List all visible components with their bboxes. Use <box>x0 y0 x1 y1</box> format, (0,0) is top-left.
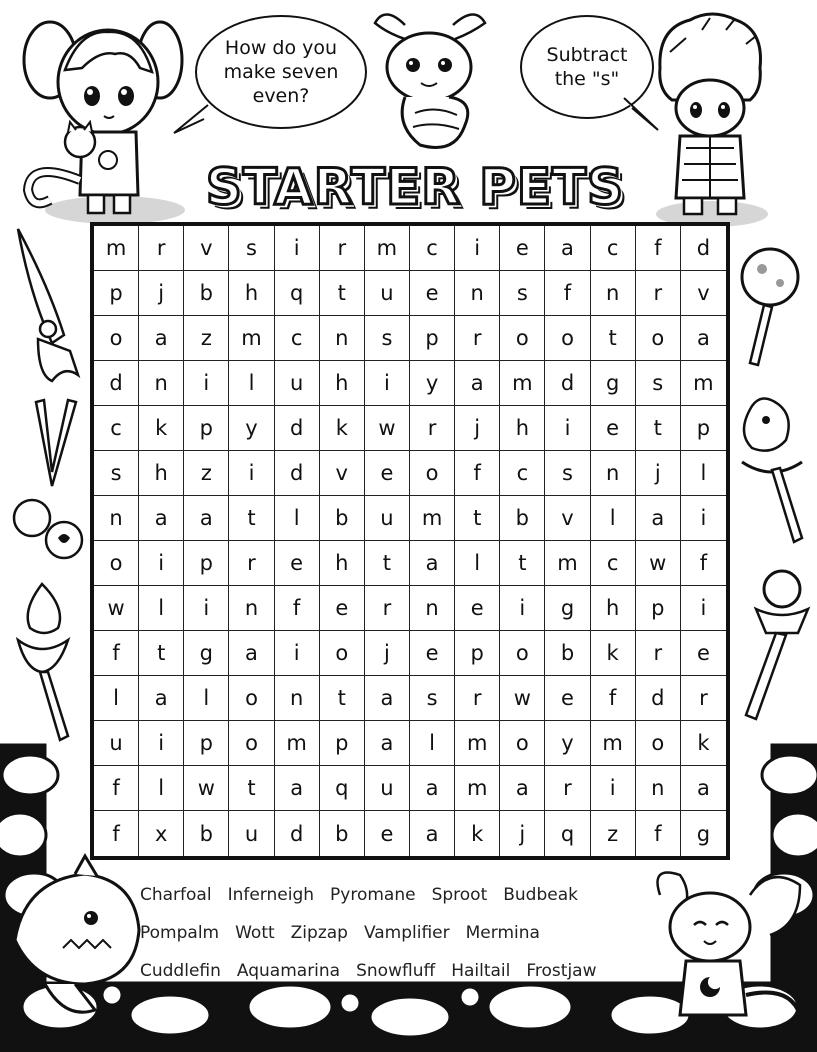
grid-cell-r1-c14[interactable]: d <box>681 226 726 271</box>
grid-cell-r8-c13[interactable]: w <box>636 541 681 586</box>
grid-cell-r1-c12[interactable]: c <box>591 226 636 271</box>
grid-cell-r7-c3[interactable]: a <box>184 496 229 541</box>
grid-cell-r12-c2[interactable]: i <box>139 721 184 766</box>
word-bank-item-budbeak: Budbeak <box>503 885 578 905</box>
grid-cell-r13-c4[interactable]: t <box>229 766 274 811</box>
grid-cell-r7-c14[interactable]: i <box>681 496 726 541</box>
grid-cell-r14-c13[interactable]: f <box>636 811 681 856</box>
grid-cell-r11-c2[interactable]: a <box>139 676 184 721</box>
grid-cell-r12-c11[interactable]: y <box>545 721 590 766</box>
grid-cell-r2-c10[interactable]: s <box>500 271 545 316</box>
grid-cell-r6-c8[interactable]: o <box>410 451 455 496</box>
grid-cell-r7-c5[interactable]: l <box>275 496 320 541</box>
grid-cell-r1-c8[interactable]: c <box>410 226 455 271</box>
grid-cell-r2-c8[interactable]: e <box>410 271 455 316</box>
grid-cell-r4-c4[interactable]: l <box>229 361 274 406</box>
grid-cell-r4-c1[interactable]: d <box>94 361 139 406</box>
grid-cell-r9-c12[interactable]: h <box>591 586 636 631</box>
grid-cell-r1-c4[interactable]: s <box>229 226 274 271</box>
grid-cell-r5-c6[interactable]: k <box>320 406 365 451</box>
dragon-creature-illustration <box>365 5 495 155</box>
grid-cell-r3-c9[interactable]: r <box>455 316 500 361</box>
page-title <box>190 152 640 222</box>
grid-cell-r9-c9[interactable]: e <box>455 586 500 631</box>
grid-cell-r9-c6[interactable]: e <box>320 586 365 631</box>
grid-cell-r5-c1[interactable]: c <box>94 406 139 451</box>
grid-cell-r12-c6[interactable]: p <box>320 721 365 766</box>
grid-cell-r10-c13[interactable]: r <box>636 631 681 676</box>
grid-cell-r12-c13[interactable]: o <box>636 721 681 766</box>
grid-cell-r11-c4[interactable]: o <box>229 676 274 721</box>
grid-cell-r8-c9[interactable]: l <box>455 541 500 586</box>
grid-cell-r4-c3[interactable]: i <box>184 361 229 406</box>
grid-cell-r9-c1[interactable]: w <box>94 586 139 631</box>
grid-cell-r10-c10[interactable]: o <box>500 631 545 676</box>
grid-cell-r14-c10[interactable]: j <box>500 811 545 856</box>
word-bank-item-wott: Wott <box>235 923 275 943</box>
grid-cell-r1-c2[interactable]: r <box>139 226 184 271</box>
grid-cell-r9-c11[interactable]: g <box>545 586 590 631</box>
grid-cell-r12-c1[interactable]: u <box>94 721 139 766</box>
grid-cell-r11-c5[interactable]: n <box>275 676 320 721</box>
grid-cell-r8-c4[interactable]: r <box>229 541 274 586</box>
grid-cell-r9-c4[interactable]: n <box>229 586 274 631</box>
grid-cell-r1-c7[interactable]: m <box>365 226 410 271</box>
joke-question-bubble <box>195 15 367 129</box>
grid-cell-r6-c3[interactable]: z <box>184 451 229 496</box>
grid-cell-r7-c1[interactable]: n <box>94 496 139 541</box>
grid-cell-r6-c5[interactable]: d <box>275 451 320 496</box>
grid-cell-r12-c12[interactable]: m <box>591 721 636 766</box>
grid-cell-r6-c4[interactable]: i <box>229 451 274 496</box>
grid-cell-r9-c10[interactable]: i <box>500 586 545 631</box>
grid-cell-r3-c6[interactable]: n <box>320 316 365 361</box>
moon-dragon-character-illustration <box>650 865 810 1035</box>
grid-cell-r7-c12[interactable]: l <box>591 496 636 541</box>
grid-cell-r11-c8[interactable]: s <box>410 676 455 721</box>
grid-cell-r3-c14[interactable]: a <box>681 316 726 361</box>
grid-cell-r13-c10[interactable]: a <box>500 766 545 811</box>
grid-cell-r13-c3[interactable]: w <box>184 766 229 811</box>
word-bank-item-charfoal: Charfoal <box>140 885 212 905</box>
grid-cell-r4-c2[interactable]: n <box>139 361 184 406</box>
moon-staff-icon <box>730 245 810 370</box>
parrot-staff-icon <box>722 392 817 552</box>
grid-cell-r6-c2[interactable]: h <box>139 451 184 496</box>
grid-cell-r14-c9[interactable]: k <box>455 811 500 856</box>
grid-cell-r9-c2[interactable]: l <box>139 586 184 631</box>
word-bank-item-mermina: Mermina <box>465 923 540 943</box>
grid-cell-r8-c1[interactable]: o <box>94 541 139 586</box>
girl-character-illustration <box>20 10 180 225</box>
knight-character-illustration <box>650 8 770 228</box>
grid-cell-r13-c7[interactable]: u <box>365 766 410 811</box>
grid-cell-r4-c13[interactable]: s <box>636 361 681 406</box>
grid-cell-r5-c10[interactable]: h <box>500 406 545 451</box>
grid-cell-r11-c7[interactable]: a <box>365 676 410 721</box>
grid-cell-r9-c14[interactable]: i <box>681 586 726 631</box>
grid-cell-r7-c8[interactable]: m <box>410 496 455 541</box>
grid-cell-r7-c7[interactable]: u <box>365 496 410 541</box>
grid-cell-r4-c8[interactable]: y <box>410 361 455 406</box>
grid-cell-r1-c11[interactable]: a <box>545 226 590 271</box>
grid-cell-r6-c11[interactable]: s <box>545 451 590 496</box>
grid-cell-r13-c12[interactable]: i <box>591 766 636 811</box>
grid-cell-r5-c11[interactable]: i <box>545 406 590 451</box>
word-bank-item-pompalm: Pompalm <box>140 923 220 943</box>
word-bank-item-zipzap: Zipzap <box>290 923 348 943</box>
grid-cell-r4-c14[interactable]: m <box>681 361 726 406</box>
grid-cell-r7-c4[interactable]: t <box>229 496 274 541</box>
grid-cell-r14-c12[interactable]: z <box>591 811 636 856</box>
grid-cell-r2-c12[interactable]: n <box>591 271 636 316</box>
word-bank-item-snowfluff: Snowfluff <box>356 961 436 981</box>
grid-cell-r8-c2[interactable]: i <box>139 541 184 586</box>
grid-cell-r10-c7[interactable]: j <box>365 631 410 676</box>
grid-cell-r3-c11[interactable]: o <box>545 316 590 361</box>
torch-staff-icon <box>8 580 78 750</box>
grid-cell-r2-c11[interactable]: f <box>545 271 590 316</box>
grid-cell-r10-c4[interactable]: a <box>229 631 274 676</box>
grid-cell-r11-c6[interactable]: t <box>320 676 365 721</box>
grid-cell-r12-c8[interactable]: l <box>410 721 455 766</box>
grid-cell-r11-c1[interactable]: l <box>94 676 139 721</box>
grid-cell-r6-c1[interactable]: s <box>94 451 139 496</box>
grid-cell-r4-c7[interactable]: i <box>365 361 410 406</box>
grid-cell-r4-c6[interactable]: h <box>320 361 365 406</box>
grid-cell-r7-c6[interactable]: b <box>320 496 365 541</box>
grid-cell-r6-c7[interactable]: e <box>365 451 410 496</box>
grid-cell-r1-c3[interactable]: v <box>184 226 229 271</box>
grid-cell-r1-c1[interactable]: m <box>94 226 139 271</box>
grid-cell-r8-c11[interactable]: m <box>545 541 590 586</box>
grid-cell-r7-c9[interactable]: t <box>455 496 500 541</box>
grid-cell-r12-c10[interactable]: o <box>500 721 545 766</box>
grid-cell-r11-c3[interactable]: l <box>184 676 229 721</box>
grid-cell-r13-c9[interactable]: m <box>455 766 500 811</box>
grid-cell-r8-c8[interactable]: a <box>410 541 455 586</box>
word-bank-row <box>140 876 665 914</box>
grid-cell-r7-c13[interactable]: a <box>636 496 681 541</box>
grid-cell-r5-c14[interactable]: p <box>681 406 726 451</box>
grid-cell-r8-c10[interactable]: t <box>500 541 545 586</box>
grid-cell-r2-c14[interactable]: v <box>681 271 726 316</box>
grid-cell-r14-c7[interactable]: e <box>365 811 410 856</box>
grid-cell-r10-c11[interactable]: b <box>545 631 590 676</box>
grid-cell-r12-c3[interactable]: p <box>184 721 229 766</box>
grid-cell-r14-c3[interactable]: b <box>184 811 229 856</box>
grid-cell-r13-c1[interactable]: f <box>94 766 139 811</box>
grid-cell-r9-c5[interactable]: f <box>275 586 320 631</box>
word-bank-item-cuddlefin: Cuddlefin <box>140 961 221 981</box>
grid-cell-r4-c12[interactable]: g <box>591 361 636 406</box>
grid-cell-r6-c10[interactable]: c <box>500 451 545 496</box>
grid-cell-r14-c14[interactable]: g <box>696 821 711 846</box>
grid-cell-r11-c13[interactable]: d <box>636 676 681 721</box>
grid-cell-r13-c8[interactable]: a <box>410 766 455 811</box>
grid-cell-r14-c5[interactable]: d <box>275 811 320 856</box>
grid-cell-r1-c6[interactable]: r <box>320 226 365 271</box>
grid-cell-r4-c5[interactable]: u <box>275 361 320 406</box>
grid-cell-r10-c12[interactable]: k <box>591 631 636 676</box>
orb-staff-icon <box>728 565 813 735</box>
grid-cell-r5-c8[interactable]: r <box>410 406 455 451</box>
grid-cell-r5-c13[interactable]: t <box>636 406 681 451</box>
grid-cell-r9-c13[interactable]: p <box>636 586 681 631</box>
grid-cell-r1-c9[interactable]: i <box>455 226 500 271</box>
grid-cell-r6-c9[interactable]: f <box>455 451 500 496</box>
word-bank-item-vamplifier: Vamplifier <box>363 923 450 943</box>
grid-cell-r13-c11[interactable]: r <box>545 766 590 811</box>
scissors-icon <box>6 398 96 568</box>
grid-cell-r10-c3[interactable]: g <box>184 631 229 676</box>
word-bank-item-inferneigh: Inferneigh <box>227 885 315 905</box>
grid-cell-r10-c9[interactable]: p <box>455 631 500 676</box>
grid-cell-r5-c7[interactable]: w <box>365 406 410 451</box>
grid-cell-r4-c10[interactable]: m <box>500 361 545 406</box>
grid-cell-r2-c13[interactable]: r <box>636 271 681 316</box>
grid-cell-r8-c3[interactable]: p <box>184 541 229 586</box>
grid-cell-r10-c8[interactable]: e <box>410 631 455 676</box>
grid-cell-r8-c14[interactable]: f <box>681 541 726 586</box>
page-title-text: STARTER PETS <box>205 158 625 216</box>
word-bank <box>140 876 665 990</box>
grid-cell-r14-c11[interactable]: q <box>545 811 590 856</box>
grid-cell-r7-c10[interactable]: b <box>500 496 545 541</box>
grid-cell-r2-c1[interactable]: p <box>94 271 139 316</box>
grid-cell-r4-c11[interactable]: d <box>545 361 590 406</box>
grid-cell-r11-c14[interactable]: r <box>681 676 726 721</box>
grid-cell-r2-c9[interactable]: n <box>455 271 500 316</box>
grid-cell-r14-c6[interactable]: b <box>320 811 365 856</box>
grid-cell-r8-c12[interactable]: c <box>591 541 636 586</box>
grid-cell-r12-c14[interactable]: k <box>681 721 726 766</box>
joke-question-text: How do you make seven even? <box>223 37 339 107</box>
word-bank-item-sproot: Sproot <box>431 885 488 905</box>
grid-cell-r3-c3[interactable]: z <box>184 316 229 361</box>
grid-cell-r3-c1[interactable]: o <box>94 316 139 361</box>
grid-cell-r11-c11[interactable]: e <box>545 676 590 721</box>
grid-cell-r2-c4[interactable]: h <box>229 271 274 316</box>
grid-cell-r3-c10[interactable]: o <box>500 316 545 361</box>
grid-cell-r6-c14[interactable]: l <box>681 451 726 496</box>
grid-cell-r5-c4[interactable]: y <box>229 406 274 451</box>
grid-cell-r13-c6[interactable]: q <box>320 766 365 811</box>
grid-cell-r3-c5[interactable]: c <box>275 316 320 361</box>
grid-cell-r10-c1[interactable]: f <box>94 631 139 676</box>
grid-cell-r6-c12[interactable]: n <box>591 451 636 496</box>
word-bank-row <box>140 952 665 990</box>
grid-cell-r4-c9[interactable]: a <box>455 361 500 406</box>
grid-cell-r2-c6[interactable]: t <box>320 271 365 316</box>
grid-cell-r11-c10[interactable]: w <box>500 676 545 721</box>
grid-cell-r3-c8[interactable]: p <box>410 316 455 361</box>
grid-cell-r13-c2[interactable]: l <box>139 766 184 811</box>
grid-cell-r14-c8[interactable]: a <box>410 811 455 856</box>
grid-cell-r10-c14[interactable]: e <box>681 631 726 676</box>
grid-cell-r14-c1[interactable]: f <box>94 811 139 856</box>
word-bank-row <box>140 914 665 952</box>
grid-cell-r2-c2[interactable]: j <box>139 271 184 316</box>
grid-cell-r8-c7[interactable]: t <box>365 541 410 586</box>
grid-cell-r5-c2[interactable]: k <box>139 406 184 451</box>
shark-character-illustration <box>5 860 145 1030</box>
grid-cell-r3-c13[interactable]: o <box>636 316 681 361</box>
joke-answer-text: Subtract the "s" <box>546 44 628 90</box>
grid-cell-r8-c5[interactable]: e <box>275 541 320 586</box>
grid-cell-r9-c8[interactable]: n <box>410 586 455 631</box>
grid-cell-r10-c5[interactable]: i <box>275 631 320 676</box>
word-bank-item-hailtail: Hailtail <box>451 961 511 981</box>
grid-cell-r13-c13[interactable]: n <box>636 766 681 811</box>
grid-cell-r7-c2[interactable]: a <box>139 496 184 541</box>
grid-cell-r14-c2[interactable]: x <box>139 811 184 856</box>
grid-cell-r2-c3[interactable]: b <box>184 271 229 316</box>
grid-cell-r9-c7[interactable]: r <box>365 586 410 631</box>
grid-cell-r1-c10[interactable]: e <box>500 226 545 271</box>
grid-cell-r9-c3[interactable]: i <box>184 586 229 631</box>
grid-cell-r10-c6[interactable]: o <box>320 631 365 676</box>
grid-cell-r12-c9[interactable]: m <box>455 721 500 766</box>
grid-cell-r13-c14[interactable]: a <box>681 766 726 811</box>
grid-cell-r6-c13[interactable]: j <box>636 451 681 496</box>
bubble-tail-left <box>172 105 212 135</box>
word-bank-item-pyromane: Pyromane <box>330 885 416 905</box>
grid-cell-r2-c7[interactable]: u <box>365 271 410 316</box>
grid-cell-r3-c4[interactable]: m <box>229 316 274 361</box>
grid-cell-r10-c2[interactable]: t <box>139 631 184 676</box>
sword-icon <box>8 225 88 385</box>
grid-cell-r5-c12[interactable]: e <box>591 406 636 451</box>
grid-cell-r6-c6[interactable]: v <box>320 451 365 496</box>
grid-cell-r5-c3[interactable]: p <box>184 406 229 451</box>
word-bank-item-aquamarina: Aquamarina <box>236 961 341 981</box>
grid-cell-r14-c4[interactable]: u <box>229 811 274 856</box>
word-bank-item-frostjaw: Frostjaw <box>526 961 597 981</box>
grid-cell-r12-c5[interactable]: m <box>275 721 320 766</box>
grid-cell-r3-c7[interactable]: s <box>365 316 410 361</box>
grid-cell-r7-c11[interactable]: v <box>545 496 590 541</box>
grid-cell-r3-c12[interactable]: t <box>591 316 636 361</box>
grid-cell-r5-c9[interactable]: j <box>455 406 500 451</box>
grid-cell-r12-c4[interactable]: o <box>229 721 274 766</box>
grid-cell-r2-c5[interactable]: q <box>275 271 320 316</box>
grid-cell-r12-c7[interactable]: a <box>365 721 410 766</box>
grid-cell-r11-c9[interactable]: r <box>455 676 500 721</box>
grid-cell-r3-c2[interactable]: a <box>139 316 184 361</box>
grid-cell-r11-c12[interactable]: f <box>591 676 636 721</box>
grid-cell-r8-c6[interactable]: h <box>320 541 365 586</box>
grid-cell-r1-c5[interactable]: i <box>275 226 320 271</box>
grid-cell-r1-c13[interactable]: f <box>636 226 681 271</box>
grid-cell-r13-c5[interactable]: a <box>275 766 320 811</box>
grid-cell-r5-c5[interactable]: d <box>275 406 320 451</box>
